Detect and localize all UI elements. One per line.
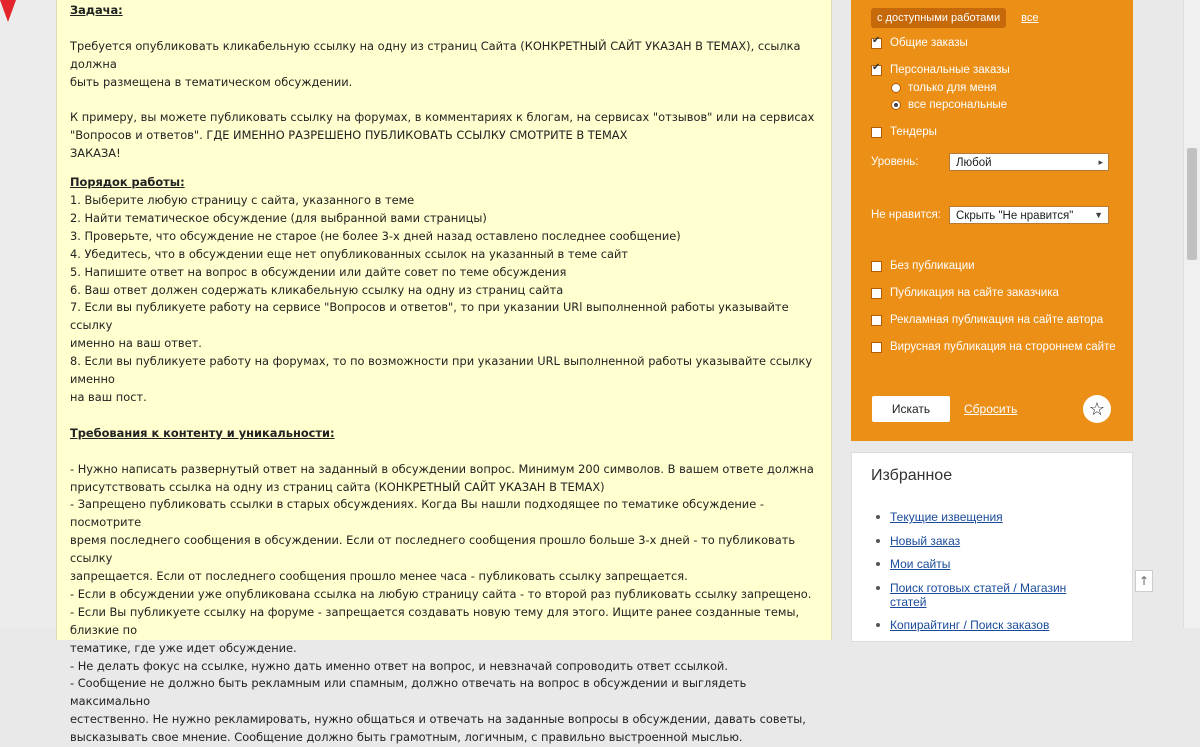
ad-publication-label: Рекламная публикация на сайте автора [890,314,1104,326]
task-description-panel [56,0,832,745]
ad-publication-checkbox[interactable] [871,315,882,326]
all-personal-option[interactable] [891,99,1007,111]
personal-orders-option[interactable] [871,64,1010,76]
favorite-link-new-order[interactable]: Новый заказ [876,534,1090,548]
viral-publication-checkbox[interactable] [871,342,882,353]
level-label: Уровень: [871,156,919,168]
favorites-panel [851,452,1133,642]
all-personal-label: все персональные [908,99,1008,111]
page-scrollbar[interactable] [1183,0,1200,628]
dislike-select-value: Скрыть "Не нравится" [956,210,1074,222]
general-orders-option[interactable] [871,37,968,49]
favorite-link-my-sites[interactable]: Мои сайты [876,557,1090,571]
general-orders-checkbox[interactable] [871,38,882,49]
order-steps: 1. Выберите любую страницу с сайта, указанного в теме 2. Найти тематическое обсуждение (для выбранной вами страницы) 3. Проверьте, что обсуждение не старое (не более 3-х дней назад оставлено последнее сообщение) 4. Убедитесь, что в обсуждении еще нет опубликованных ссылок на указанный в теме сайт 5. Напишите ответ на вопрос в обсуждении или дайте совет по теме обсуждения 6. Ваш ответ должен содержать кликабельную ссылку на одну из страниц сайта 7. Если вы публикуете работу на сервисе "Вопросов и ответов", то при указании URl выполненной работы указывайте ссылку именно на ваш ответ. 8. Если вы публикуете работу на форумах, то по возможности при указании URL выполненной работы указывайте ссылку именно на ваш пост. [70,193,813,404]
requirements-heading: Требования к контенту и уникальности: [70,425,335,440]
only-for-me-radio[interactable] [891,83,901,93]
filter-tabs [871,8,1039,28]
level-select-value: Любой [956,157,992,169]
publication-customer-option[interactable] [871,287,1059,299]
viral-publication-option[interactable] [871,341,1116,353]
publication-customer-label: Публикация на сайте заказчика [890,287,1059,299]
tab-all[interactable]: все [1021,12,1039,24]
tab-available-works[interactable]: с доступными работами [871,8,1006,28]
chevron-right-icon: ▸ [1098,157,1103,167]
ad-publication-option[interactable] [871,314,1103,326]
requirements-text: - Нужно написать развернутый ответ на заданный в обсуждении вопрос. Минимум 200 символов. В вашем ответе должна присутствовать ссылка на одну из страниц сайта (КОНКРЕТНЫЙ САЙТ УКАЗАН В ТЕМАХ) - Запрещено публиковать ссылки в старых обсуждениях. Когда Вы нашли подходящее по тематике обсуждение - посмотрите время последнего сообщения в обсуждении. Если от последнего сообщения прошло больше 3-х дней - то публиковать ссылку запрещается. Если от последнего сообщения прошло менее часа - публиковать ссылку запрещается. - Если в обсуждении уже опубликована ссылка на любую страницу сайта - то второй раз публиковать ссылку запрещено. - Если Вы публикуете ссылку на форуме - запрещается создавать новую тему для этого. Ищите ранее созданные темы, близкие по тематике, где уже идет обсуждение. - Не делать фокус на ссылке, нужно дать именно ответ на вопрос, и невзначай сопроводить ответ ссылкой. - Сообщение не должно быть рекламным или спамным, должно отвечать на вопрос в обсуждении и выглядеть максимально естественно. Не нужно рекламировать, нужно общаться и отвечать на заданные вопросы в обсуждении, давать советы, высказывать свое мнение. Сообщение должно быть грамотным, логичным, с правильно выстроенной мыслью. [70,461,814,745]
reset-link[interactable]: Сбросить [964,402,1018,416]
search-button[interactable]: Искать [872,396,950,422]
personal-orders-checkbox[interactable] [871,65,882,76]
dislike-select[interactable] [949,206,1109,224]
favorite-link-article-shop[interactable]: Поиск готовых статей / Магазин статей [876,581,1090,609]
favorite-link-copywriting[interactable]: Копирайтинг / Поиск заказов [876,618,1090,632]
favorites-list [876,510,1090,642]
filter-panel [851,0,1133,441]
no-publication-option[interactable] [871,260,975,272]
viral-publication-label: Вирусная публикация на стороннем сайте [890,341,1116,353]
level-select[interactable] [949,153,1109,171]
personal-orders-label: Персональные заказы [890,64,1010,76]
no-publication-label: Без публикации [890,260,975,272]
chevron-down-icon: ▼ [1094,210,1103,220]
scroll-up-arrow-icon[interactable]: ↑ [1135,570,1153,592]
only-for-me-option[interactable] [891,82,996,94]
left-gutter [0,0,56,628]
no-publication-checkbox[interactable] [871,261,882,272]
dislike-label: Не нравится: [871,209,941,221]
task-intro: Требуется опубликовать кликабельную ссылку на одну из страниц Сайта (КОНКРЕТНЫЙ САЙТ УКАЗАН В ТЕМАХ), ссылка должна быть размещена в тематическом обсуждении. [70,38,801,89]
red-marker-icon [0,0,16,22]
tenders-checkbox[interactable] [871,127,882,138]
task-example: К примеру, вы можете публиковать ссылку на форумах, в комментариях к блогам, на сервисах "отзывов" или на сервисах "Вопросов и ответов". ГДЕ ИМЕННО РАЗРЕШЕНО ПУБЛИКОВАТЬ ССЫЛКУ СМОТРИТЕ В ТЕМАХ ЗАКАЗА! [70,110,815,161]
order-heading: Порядок работы: [70,175,185,190]
star-icon[interactable]: ☆ [1083,395,1111,423]
all-personal-radio[interactable] [891,100,901,110]
favorite-link-notifications[interactable]: Текущие извещения [876,510,1090,524]
tenders-option[interactable] [871,126,937,138]
task-heading: Задача: [70,3,123,17]
only-for-me-label: только для меня [908,82,997,94]
favorites-title: Избранное [871,467,953,484]
tenders-label: Тендеры [890,126,937,138]
general-orders-label: Общие заказы [890,37,968,49]
publication-customer-checkbox[interactable] [871,288,882,299]
scrollbar-thumb[interactable] [1187,148,1197,260]
